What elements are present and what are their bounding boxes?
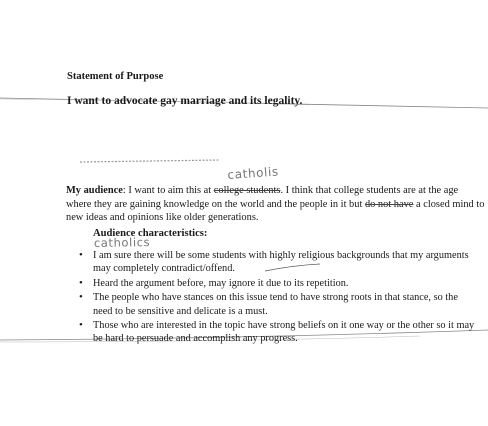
audience-paragraph [66, 184, 486, 225]
list-item: • I am sure there will be some students with highly religious backgrounds that my arguments may completely contradict/offend. [78, 249, 478, 276]
list-item: • Heard the argument before, may ignore it due to its repetition. [78, 277, 478, 290]
struck-text: do not have [364, 198, 414, 210]
characteristics-list [78, 249, 478, 347]
characteristics-heading-text: Audience characteristics [93, 228, 204, 239]
struck-text: college students [213, 185, 281, 196]
audience-text: . I think that college students are at the age where they are gaining knowledge on the world and the people in it but [66, 185, 459, 210]
handwritten-annotation: catholics [93, 235, 151, 250]
handwritten-annotation: catholis [227, 164, 280, 182]
list-item: • The people who have stances on this issue tend to have strong roots in that stance, so the need to be sensitive and delicate is a must. [78, 291, 478, 318]
purpose-statement: I want to advocate gay marriage and its legality. [67, 95, 303, 107]
list-item: • Those who are interested in the topic have strong beliefs on it one way or the other so it may be hard to persuade and accomplish any progress. [78, 319, 478, 346]
audience-text: a closed mind to new ideas and opinions like older generations. [66, 198, 485, 224]
audience-label: My audience [66, 185, 123, 196]
document-heading: Statement of Purpose [67, 71, 164, 82]
characteristics-heading: Audience characteristics: [93, 228, 208, 239]
audience-text: : I want to aim this at [122, 185, 214, 196]
